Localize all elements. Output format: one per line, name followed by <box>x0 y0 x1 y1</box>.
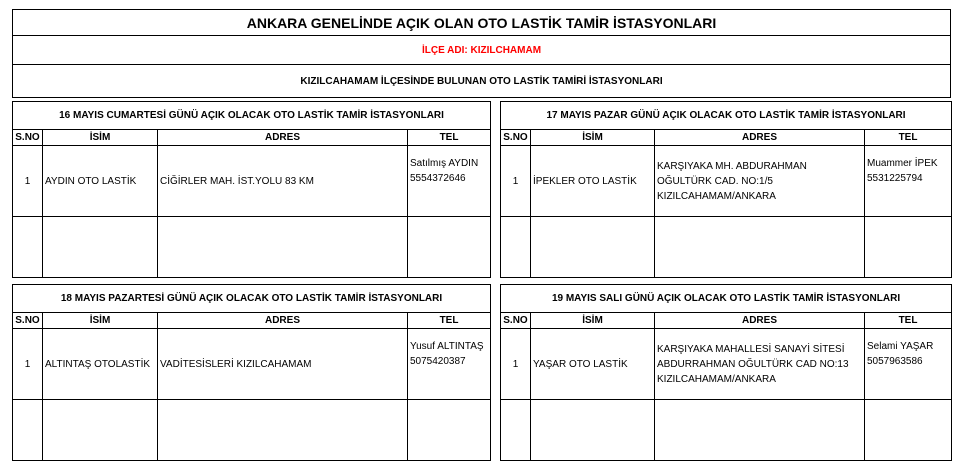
col-header-name: İSİM <box>43 313 158 329</box>
phone-number: 5531225794 <box>867 173 923 184</box>
address-line: KARŞIYAKA MAHALLESİ SANAYİ SİTESİ <box>657 343 845 355</box>
block-title: 17 MAYIS PAZAR GÜNÜ AÇIK OLACAK OTO LASTİK TAMİR İSTASYONLARI <box>501 102 952 130</box>
col-header-tel: TEL <box>865 130 952 146</box>
col-header-no: S.NO <box>501 313 531 329</box>
row-tel <box>408 146 491 217</box>
schedule-block-may18 <box>12 284 491 461</box>
row-address <box>655 329 865 400</box>
schedule-block-may17 <box>500 101 952 278</box>
row-address <box>158 146 408 217</box>
table-row <box>13 329 491 400</box>
row-tel <box>408 329 491 400</box>
row-name: ALTINTAŞ OTOLASTİK <box>43 329 158 400</box>
contact-name: Muammer İPEK <box>867 158 938 169</box>
col-header-no: S.NO <box>13 313 43 329</box>
col-header-address: ADRES <box>655 130 865 146</box>
phone-number: 5057963586 <box>867 356 923 367</box>
address-line: ABDURRAHMAN OĞULTÜRK CAD NO:13 <box>657 358 849 370</box>
phone-number: 5554372646 <box>410 173 466 184</box>
page-title: ANKARA GENELİNDE AÇIK OLAN OTO LASTİK TAMİR İSTASYONLARI <box>12 9 951 36</box>
col-header-tel: TEL <box>408 313 491 329</box>
empty-row <box>13 217 491 278</box>
col-header-name: İSİM <box>531 130 655 146</box>
col-header-name: İSİM <box>531 313 655 329</box>
table-row <box>501 146 952 217</box>
address-line: KARŞIYAKA MH. ABDURAHMAN <box>657 160 807 172</box>
col-header-name: İSİM <box>43 130 158 146</box>
address-line: KIZILCAHAMAM/ANKARA <box>657 190 776 202</box>
col-header-address: ADRES <box>655 313 865 329</box>
row-address <box>158 329 408 400</box>
block-title: 16 MAYIS CUMARTESİ GÜNÜ AÇIK OLACAK OTO LASTİK TAMİR İSTASYONLARI <box>13 102 491 130</box>
col-header-no: S.NO <box>501 130 531 146</box>
address-line: OĞULTÜRK CAD. NO:1/5 <box>657 175 773 187</box>
address-line: VADİTESİSLERİ KIZILCAHAMAM <box>160 358 312 370</box>
contact-name: Selami YAŞAR <box>867 341 934 352</box>
schedule-block-may19 <box>500 284 952 461</box>
col-header-address: ADRES <box>158 130 408 146</box>
contact-name: Satılmış AYDIN <box>410 158 479 169</box>
row-no: 1 <box>501 329 531 400</box>
contact-name: Yusuf ALTINTAŞ <box>410 341 484 352</box>
empty-row <box>501 217 952 278</box>
col-header-tel: TEL <box>865 313 952 329</box>
block-title: 19 MAYIS SALI GÜNÜ AÇIK OLACAK OTO LASTİK TAMİR İSTASYONLARI <box>501 285 952 313</box>
row-name: İPEKLER OTO LASTİK <box>531 146 655 217</box>
row-no: 1 <box>501 146 531 217</box>
empty-row <box>501 400 952 461</box>
table-row <box>501 329 952 400</box>
col-header-no: S.NO <box>13 130 43 146</box>
block-title: 18 MAYIS PAZARTESİ GÜNÜ AÇIK OLACAK OTO LASTİK TAMİR İSTASYONLARI <box>13 285 491 313</box>
row-tel <box>865 146 952 217</box>
schedule-block-may16 <box>12 101 491 278</box>
phone-number: 5075420387 <box>410 356 466 367</box>
district-name: İLÇE ADI: KIZILCHAMAM <box>12 35 951 65</box>
row-no: 1 <box>13 329 43 400</box>
col-header-address: ADRES <box>158 313 408 329</box>
row-name: YAŞAR OTO LASTİK <box>531 329 655 400</box>
col-header-tel: TEL <box>408 130 491 146</box>
table-row <box>13 146 491 217</box>
row-name: AYDIN OTO LASTİK <box>43 146 158 217</box>
empty-row <box>13 400 491 461</box>
row-address <box>655 146 865 217</box>
row-tel <box>865 329 952 400</box>
address-line: KIZILCAHAMAM/ANKARA <box>657 373 776 385</box>
section-subtitle: KIZILCAHAMAM İLÇESİNDE BULUNAN OTO LASTİK TAMİRİ İSTASYONLARI <box>12 64 951 98</box>
row-no: 1 <box>13 146 43 217</box>
address-line: CİĞİRLER MAH. İST.YOLU 83 KM <box>160 175 314 187</box>
